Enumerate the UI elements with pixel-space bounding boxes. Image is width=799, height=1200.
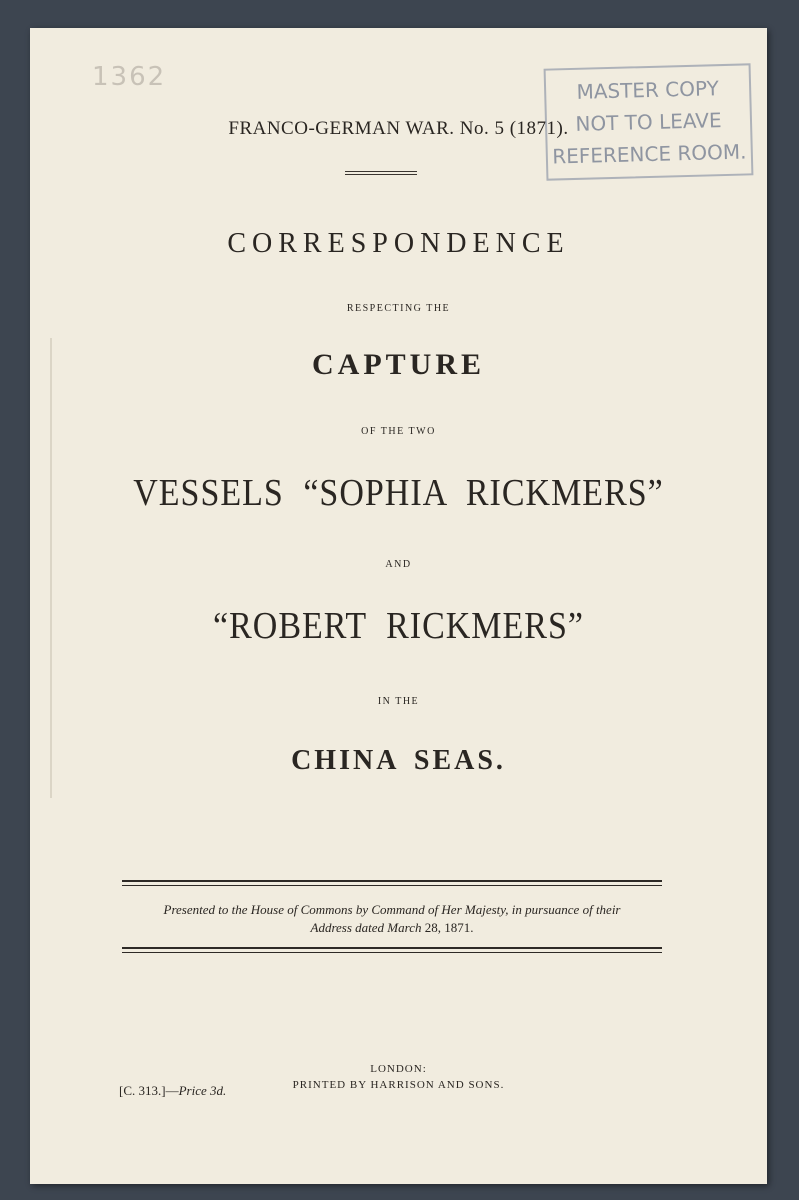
imprint-city: LONDON: [370,1063,427,1075]
stamp-line-3: REFERENCE ROOM. [551,139,747,169]
title-china-seas: CHINA SEAS. [291,745,506,776]
title-correspondence: CORRESPONDENCE [227,228,570,259]
title-and: AND [385,559,412,570]
rule-bottom [122,947,662,953]
presented-note [122,901,662,937]
stamp-line-2: NOT TO LEAVE [575,108,722,136]
document-page [30,28,767,1184]
title-capture: CAPTURE [311,348,485,381]
title-respecting: RESPECTING THE [346,303,451,314]
title-vessels: VESSELS “SOPHIA RICKMERS” [133,472,664,515]
presented-line-2 [122,919,662,937]
presented-address: Address dated March [310,920,422,935]
command-paper-ref: [C. 313.]— [119,1083,179,1098]
presented-line-1: Presented to the House of Commons by Command of Her Majesty, in pursuance of their [163,902,621,917]
price-label: Price 3d. [178,1083,227,1098]
title-robert-rickmers: “ROBERT RICKMERS” [213,605,584,648]
rule-top [122,880,662,886]
title-in-the: IN THE [377,696,420,707]
presented-date: 28, 1871. [421,920,474,935]
stamp-line-1: MASTER COPY [576,76,720,104]
price-line [119,1083,226,1099]
pencil-annotation: 1362 [92,62,167,92]
short-rule [345,171,417,175]
title-of-the-two: OF THE TWO [361,426,436,437]
imprint-printer: PRINTED BY HARRISON AND SONS. [292,1079,505,1091]
series-heading: FRANCO-GERMAN WAR. No. 5 (1871). [228,118,569,139]
